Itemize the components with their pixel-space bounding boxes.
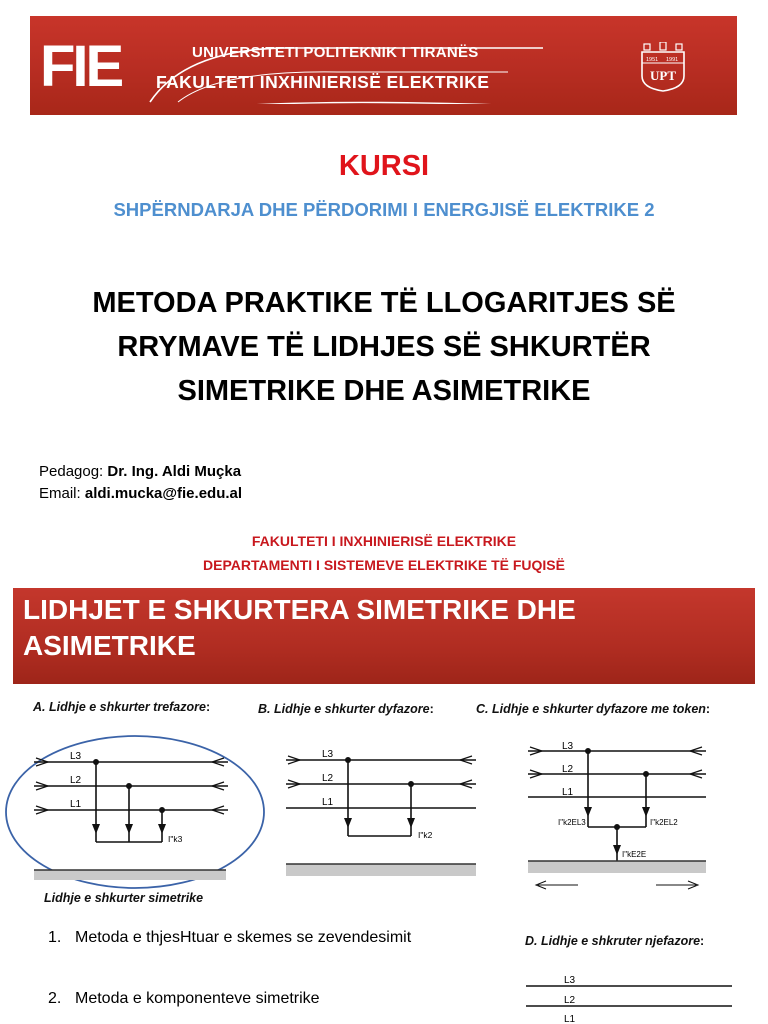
caption-d: D. Lidhje e shkruter njefazore: <box>525 934 705 948</box>
emblem-text: UPT <box>650 68 676 83</box>
email-label: Email: <box>39 485 81 502</box>
course-label: KURSI <box>338 150 430 182</box>
lecture-title-line: SIMETRIKE DHE ASIMETRIKE <box>177 375 591 407</box>
list-item-number: 2. <box>48 990 62 1007</box>
section-title <box>23 592 576 664</box>
section-title-line: LIDHJET E SHKURTERA SIMETRIKE DHE <box>23 594 576 625</box>
caption-a: A. Lidhje e shkurter trefazore: <box>33 700 211 714</box>
faculty-line: FAKULTETI I INXHINIERISË ELEKTRIKE <box>251 533 517 549</box>
diagram-single-phase <box>520 968 740 1024</box>
lecture-title <box>0 281 768 413</box>
label-l3: L3 <box>562 741 574 752</box>
label-l3: L3 <box>70 751 82 762</box>
label-l3: L3 <box>322 749 334 760</box>
label-l2: L2 <box>562 764 574 775</box>
fie-logo: FIE <box>40 34 122 99</box>
diagram-two-phase <box>280 738 480 878</box>
current-ike2e: I"kE2E <box>622 850 647 859</box>
faculty-name: FAKULTETI INXHINIERISË ELEKTRIKE <box>156 72 490 92</box>
caption-c: C. Lidhje e shkurter dyfazore me token: <box>476 702 711 716</box>
emblem-year-left: 1951 <box>646 57 659 63</box>
list-item-number: 1. <box>48 929 62 946</box>
lecture-title-line: METODA PRAKTIKE TË LLOGARITJES SË <box>92 287 676 319</box>
current-ik2: I"k2 <box>418 830 433 840</box>
label-l2: L2 <box>70 775 82 786</box>
current-ik2el2: I"k2EL2 <box>650 818 678 827</box>
instructor-label: Pedagog: <box>39 463 104 480</box>
list-item-text: Metoda e komponenteve simetrike <box>75 990 320 1007</box>
instructor-email[interactable]: aldi.mucka@fie.edu.al <box>84 485 243 502</box>
label-l1: L1 <box>70 799 82 810</box>
list-item-text: Metoda e thjesHtuar e skemes se zevendesimit <box>75 929 412 946</box>
course-name: SHPËRNDARJA DHE PËRDORIMI I ENERGJISË ELEKTRIKE 2 <box>113 199 655 220</box>
current-ik2el3: I"k2EL3 <box>558 818 586 827</box>
department-line: DEPARTAMENTI I SISTEMEVE ELEKTRIKE TË FUQISË <box>203 557 565 573</box>
header-banner <box>30 16 737 115</box>
list-item <box>48 926 414 949</box>
upt-emblem-icon <box>636 42 690 92</box>
instructor-info <box>39 461 242 505</box>
faculty-department <box>0 529 768 577</box>
label-l3: L3 <box>564 975 576 986</box>
symmetric-ellipse <box>6 736 264 888</box>
lecture-title-line: RRYMAVE TË LIDHJES SË SHKURTËR <box>117 331 651 363</box>
current-ik3: I"k3 <box>168 834 183 844</box>
emblem-year-right: 1991 <box>666 57 679 63</box>
section-title-line: ASIMETRIKE <box>23 630 196 661</box>
diagram-three-phase <box>0 720 270 910</box>
label-l1: L1 <box>562 787 574 798</box>
label-l2: L2 <box>564 995 576 1006</box>
list-item <box>48 987 414 1010</box>
diagram-two-phase-earth <box>520 735 720 895</box>
method-list <box>48 926 414 1010</box>
instructor-name: Dr. Ing. Aldi Muçka <box>107 463 242 480</box>
label-l1: L1 <box>322 797 334 808</box>
symmetric-caption: Lidhje e shkurter simetrike <box>44 891 204 905</box>
caption-b: B. Lidhje e shkurter dyfazore: <box>258 702 434 716</box>
section-banner <box>13 588 755 684</box>
university-name: UNIVERSITETI POLITEKNIK I TIRANËS <box>192 44 479 61</box>
label-l1: L1 <box>564 1014 576 1024</box>
label-l2: L2 <box>322 773 334 784</box>
